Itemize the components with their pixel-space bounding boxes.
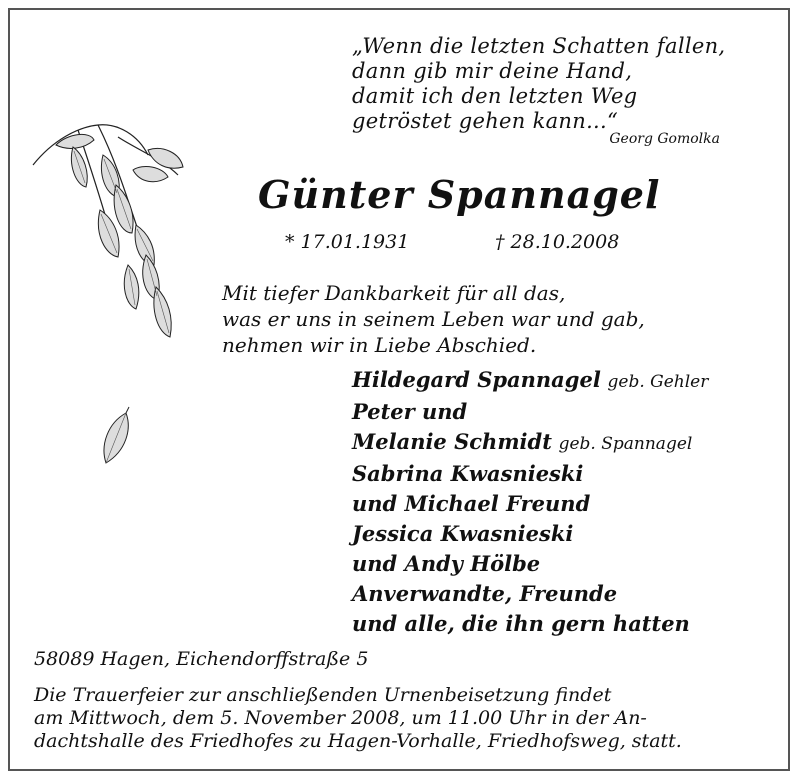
mourner-name: und alle, die ihn gern hatten: [352, 611, 690, 636]
poem-quote: [352, 34, 725, 134]
funeral-service-info: [34, 684, 682, 753]
quote-line: getröstet gehen kann...“: [352, 109, 619, 133]
quote-line: damit ich den letzten Weg: [352, 84, 638, 108]
quote-line: „Wenn die letzten Schatten fallen,: [352, 34, 726, 58]
mourner-entry: [352, 427, 708, 459]
farewell-text: [222, 280, 645, 358]
mourner-note: geb. Spannagel: [558, 434, 693, 454]
address: 58089 Hagen, Eichendorffstraße 5: [34, 648, 369, 670]
farewell-line: nehmen wir in Liebe Abschied.: [222, 333, 537, 357]
quote-line: dann gib mir deine Hand,: [352, 59, 633, 83]
birch-branch-icon: [28, 115, 198, 350]
service-line: Die Trauerfeier zur anschließenden Urnenbeisetzung findet: [34, 684, 612, 706]
mourner-entry: [352, 549, 708, 579]
service-line: dachtshalle des Friedhofes zu Hagen-Vorhalle, Friedhofsweg, statt.: [34, 730, 682, 752]
mourner-name: Jessica Kwasnieski: [352, 521, 574, 546]
mourner-entry: [352, 609, 708, 639]
mourner-name: Anverwandte, Freunde: [352, 581, 618, 606]
falling-leaf-icon: [96, 405, 136, 467]
mourner-name: Melanie Schmidt: [352, 429, 552, 454]
mourner-note: geb. Gehler: [607, 372, 709, 392]
mourner-name: und Michael Freund: [352, 491, 591, 516]
mourner-entry: [352, 579, 708, 609]
quote-author: Georg Gomolka: [609, 131, 720, 147]
farewell-line: was er uns in seinem Leben war und gab,: [222, 307, 645, 331]
service-line: am Mittwoch, dem 5. November 2008, um 11.00 Uhr in der An-: [34, 707, 647, 729]
deceased-name: Günter Spannagel: [258, 172, 661, 217]
mourner-entry: [352, 489, 708, 519]
mourner-entry: [352, 365, 708, 397]
mourner-entry: [352, 459, 708, 489]
mourner-name: und Andy Hölbe: [352, 551, 541, 576]
farewell-line: Mit tiefer Dankbarkeit für all das,: [222, 281, 566, 305]
mourner-name: Peter und: [352, 399, 468, 424]
death-date: † 28.10.2008: [495, 231, 620, 253]
mourner-name: Hildegard Spannagel: [352, 367, 601, 392]
mourner-name: Sabrina Kwasnieski: [352, 461, 584, 486]
mourner-entry: [352, 519, 708, 549]
birth-date: * 17.01.1931: [285, 231, 410, 253]
mourner-entry: [352, 397, 708, 427]
mourners-list: [352, 365, 708, 639]
